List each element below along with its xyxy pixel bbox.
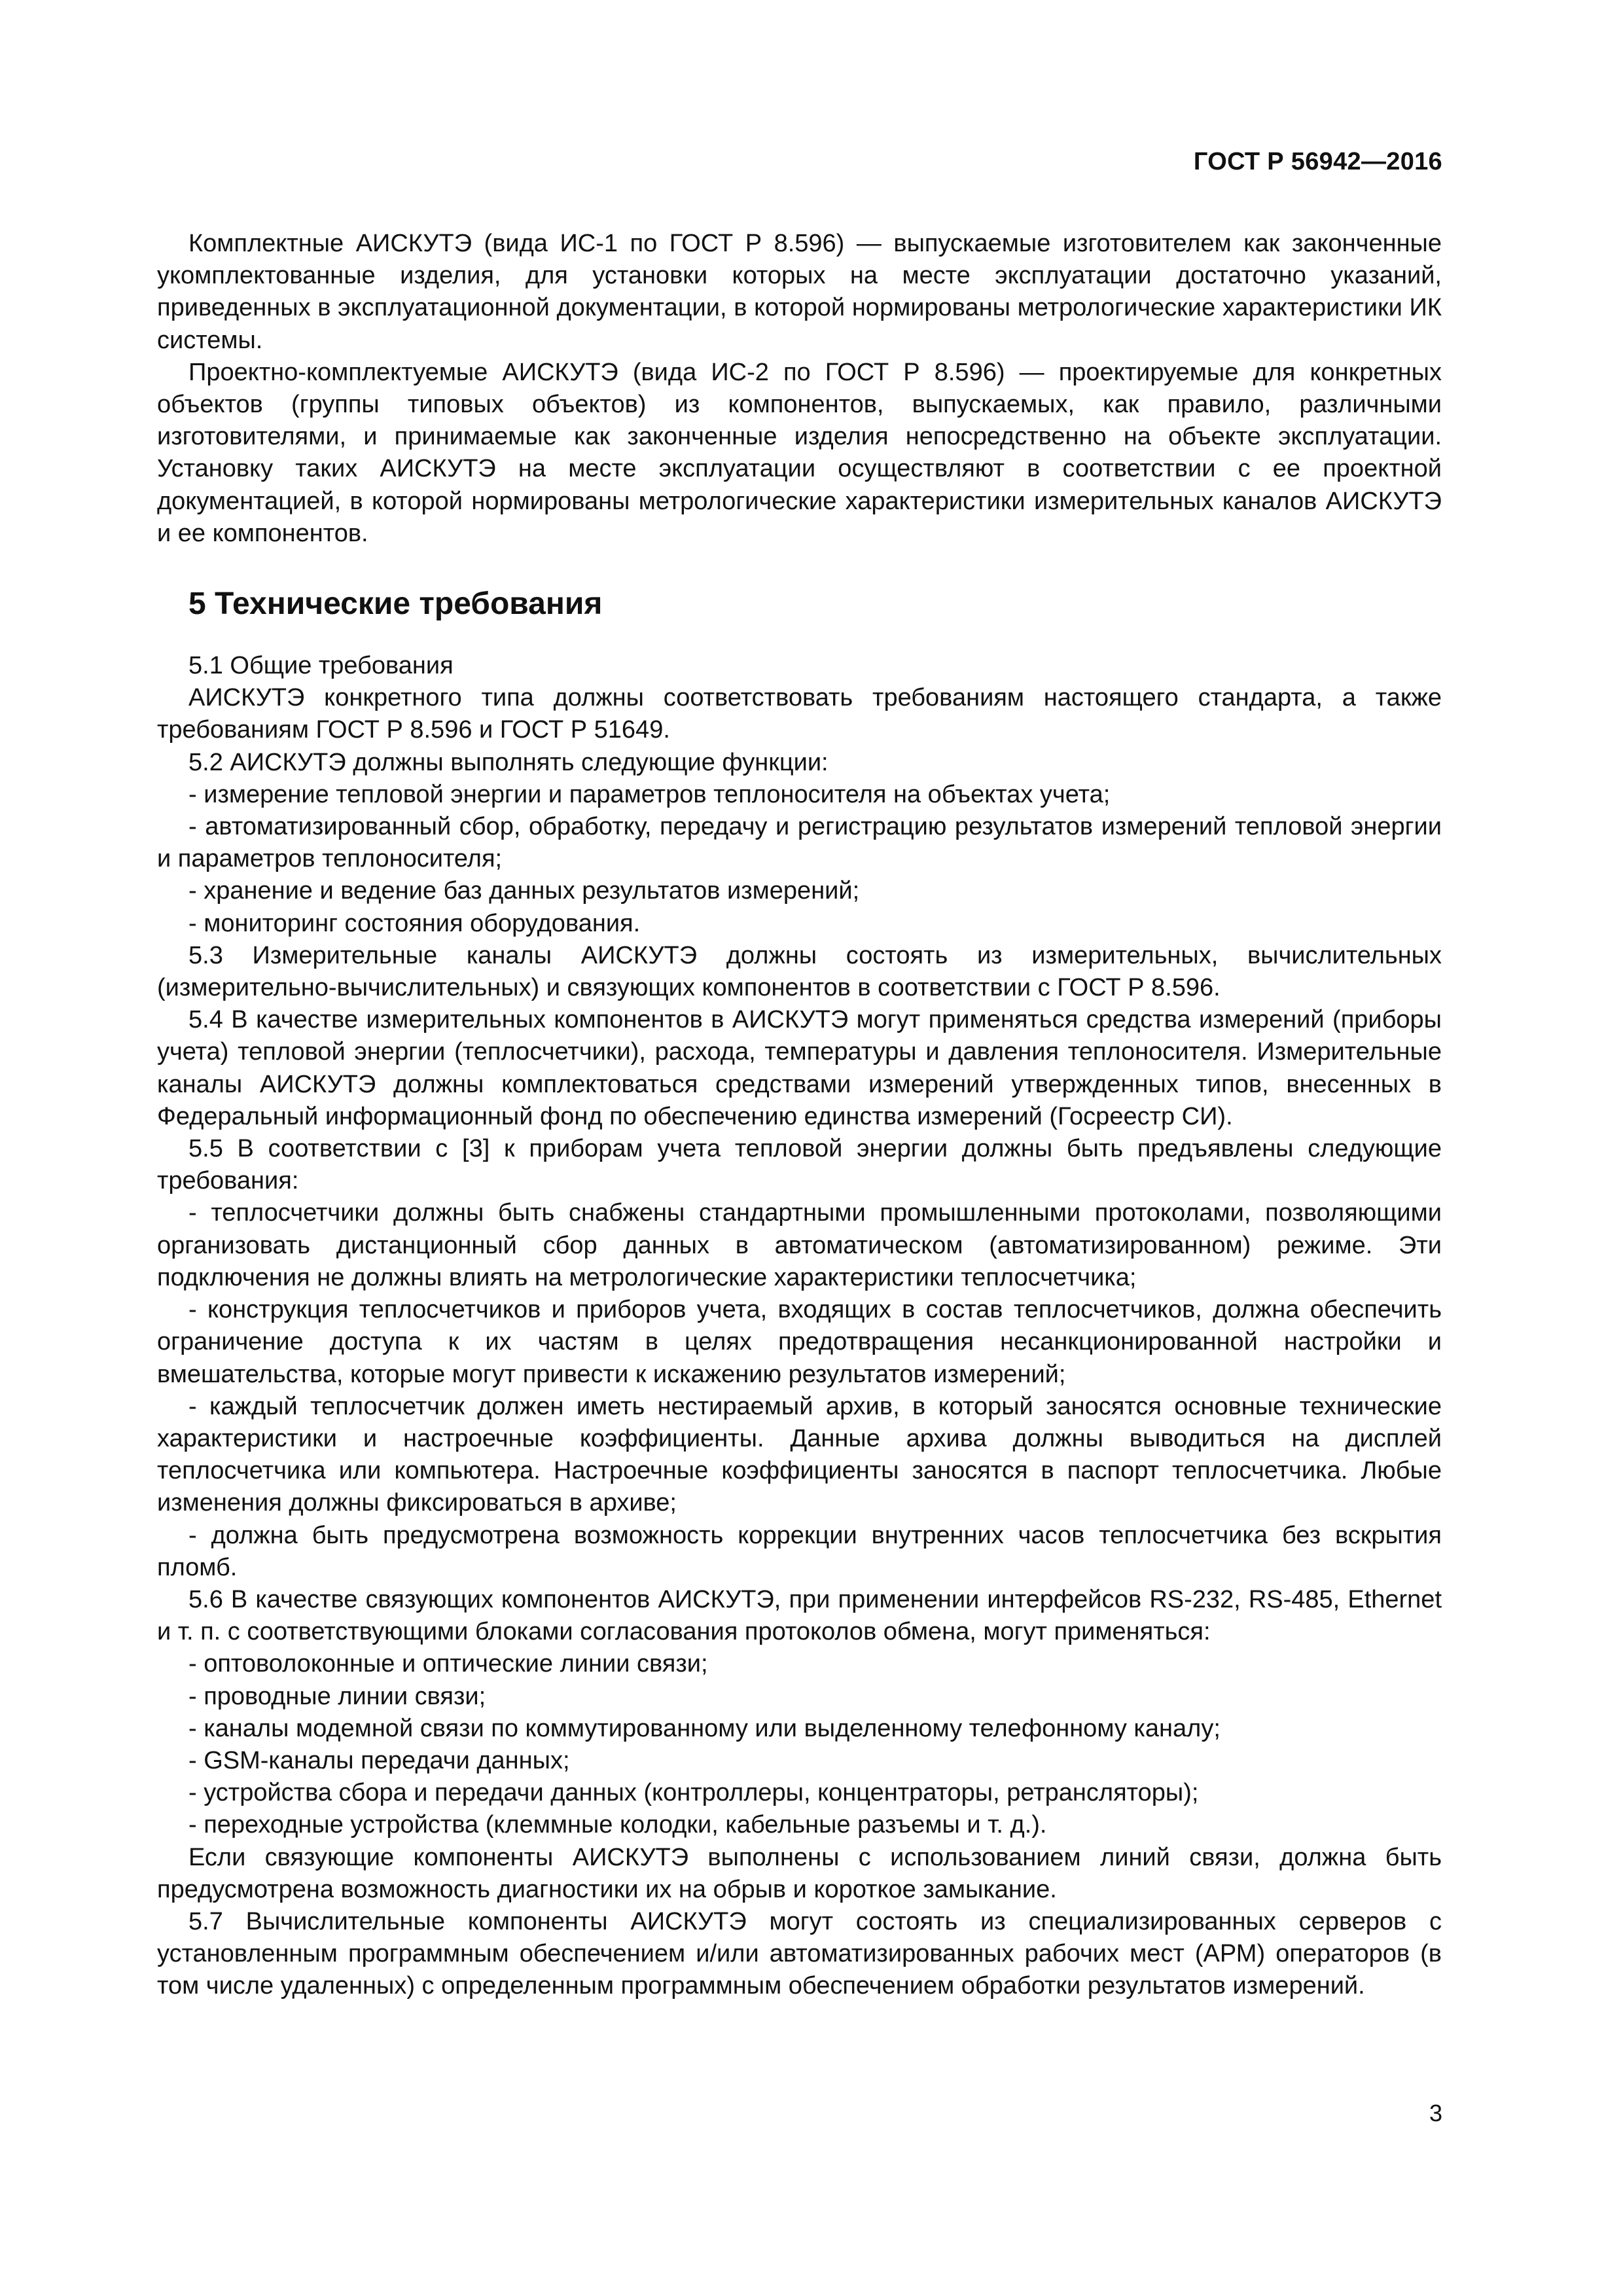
subsection-5-3-text: 5.3 Измерительные каналы АИСКУТЭ должны состоять из измерительных, вычислительных (измерительно-вычислительных) и связующих компонентов в соответствии с ГОСТ Р 8.596. <box>157 941 1442 1002</box>
list-item: - устройства сбора и передачи данных (контроллеры, концентраторы, ретрансляторы); <box>188 1779 1199 1807</box>
list-item: - теплосчетчики должны быть снабжены стандартными промышленными протоколами, позволяющими организовать дистанционный сбор данных в автоматическом (автоматизированном) режиме. Эти подключения не должны влиять на метрологические характеристики теплосчетчика; <box>157 1199 1442 1291</box>
page-number: 3 <box>1429 2100 1442 2126</box>
list-item: - должна быть предусмотрена возможность коррекции внутренних часов теплосчетчика без вскрытия пломб. <box>157 1521 1442 1581</box>
subsection-5-1-title: 5.1 Общие требования <box>188 652 454 680</box>
list-item: - оптоволоконные и оптические линии связи; <box>188 1650 708 1678</box>
subsection-5-5-text: 5.5 В соответствии с [3] к приборам учета тепловой энергии должны быть предъявлены следующие требования: <box>157 1135 1442 1195</box>
list-item: - каналы модемной связи по коммутированному или выделенному телефонному каналу; <box>188 1714 1221 1742</box>
section-heading: 5 Технические требования <box>188 586 603 622</box>
list-item: - GSM-каналы передачи данных; <box>188 1746 570 1774</box>
list-item: - каждый теплосчетчик должен иметь нестираемый архив, в который заносятся основные технические характеристики и настроечные коэффициенты. Данные архива должны выводиться на дисплей теплосчетчика или компьютера. Настроечные коэффициенты заносятся в паспорт теплосчетчика. Любые изменения должны фиксироваться в архиве; <box>157 1392 1442 1517</box>
list-item: - конструкция теплосчетчиков и приборов учета, входящих в состав теплосчетчиков, должна обеспечить ограничение доступа к их частям в целях предотвращения несанкционированной настройки и вмешательства, которые могут привести к искажению результатов измерений; <box>157 1296 1442 1388</box>
list-item: - переходные устройства (клеммные колодки, кабельные разъемы и т. д.). <box>188 1811 1047 1839</box>
subsection-5-6-note: Если связующие компоненты АИСКУТЭ выполнены с использованием линий связи, должна быть предусмотрена возможность диагностики их на обрыв и короткое замыкание. <box>157 1843 1442 1903</box>
list-item: - хранение и ведение баз данных результатов измерений; <box>188 877 860 905</box>
page-content <box>157 228 1442 2003</box>
document-code: ГОСТ Р 56942—2016 <box>1193 148 1442 175</box>
subsection-5-1-text: АИСКУТЭ конкретного типа должны соответствовать требованиям настоящего стандарта, а также требованиям ГОСТ Р 8.596 и ГОСТ Р 51649. <box>157 684 1442 744</box>
intro-paragraph-1: Комплектные АИСКУТЭ (вида ИС-1 по ГОСТ Р 8.596) — выпускаемые изготовителем как законченные укомплектованные изделия, для установки которых на месте эксплуатации достаточно указаний, приведенных в эксплуатационной документации, в которой нормированы метрологические характеристики ИК системы. <box>157 230 1442 354</box>
list-item: - автоматизированный сбор, обработку, передачу и регистрацию результатов измерений тепловой энергии и параметров теплоносителя; <box>157 813 1442 873</box>
subsection-5-2-text: 5.2 АИСКУТЭ должны выполнять следующие функции: <box>188 748 829 776</box>
intro-paragraph-2: Проектно-комплектуемые АИСКУТЭ (вида ИС-2 по ГОСТ Р 8.596) — проектируемые для конкретных объектов (группы типовых объектов) из компонентов, выпускаемых, как правило, различными изготовителями, и принимаемые как законченные изделия непосредственно на объекте эксплуатации. Установку таких АИСКУТЭ на месте эксплуатации осуществляют в соответствии с ее проектной документацией, в которой нормированы метрологические характеристики измерительных каналов АИСКУТЭ и ее компонентов. <box>157 358 1442 547</box>
subsection-5-4-text: 5.4 В качестве измерительных компонентов в АИСКУТЭ могут применяться средства измерений (приборы учета) тепловой энергии (теплосчетчики), расхода, температуры и давления теплоносителя. Измерительные каналы АИСКУТЭ должны комплектоваться средствами измерений утвержденных типов, внесенных в Федеральный информационный фонд по обеспечению единства измерений (Госреестр СИ). <box>157 1006 1442 1130</box>
subsection-5-7-text: 5.7 Вычислительные компоненты АИСКУТЭ могут состоять из специализированных серверов с установленным программным обеспечением и/или автоматизированных рабочих мест (АРМ) операторов (в том числе удаленных) с определенным программным обеспечением обработки результатов измерений. <box>157 1907 1442 2000</box>
list-item: - измерение тепловой энергии и параметров теплоносителя на объектах учета; <box>188 780 1111 808</box>
list-item: - проводные линии связи; <box>188 1682 486 1710</box>
list-item: - мониторинг состояния оборудования. <box>188 909 641 937</box>
subsection-5-6-text: 5.6 В качестве связующих компонентов АИСКУТЭ, при применении интерфейсов RS-232, RS-485, Ethernet и т. п. с соответствующими блоками согласования протоколов обмена, могут применяться: <box>157 1585 1442 1646</box>
